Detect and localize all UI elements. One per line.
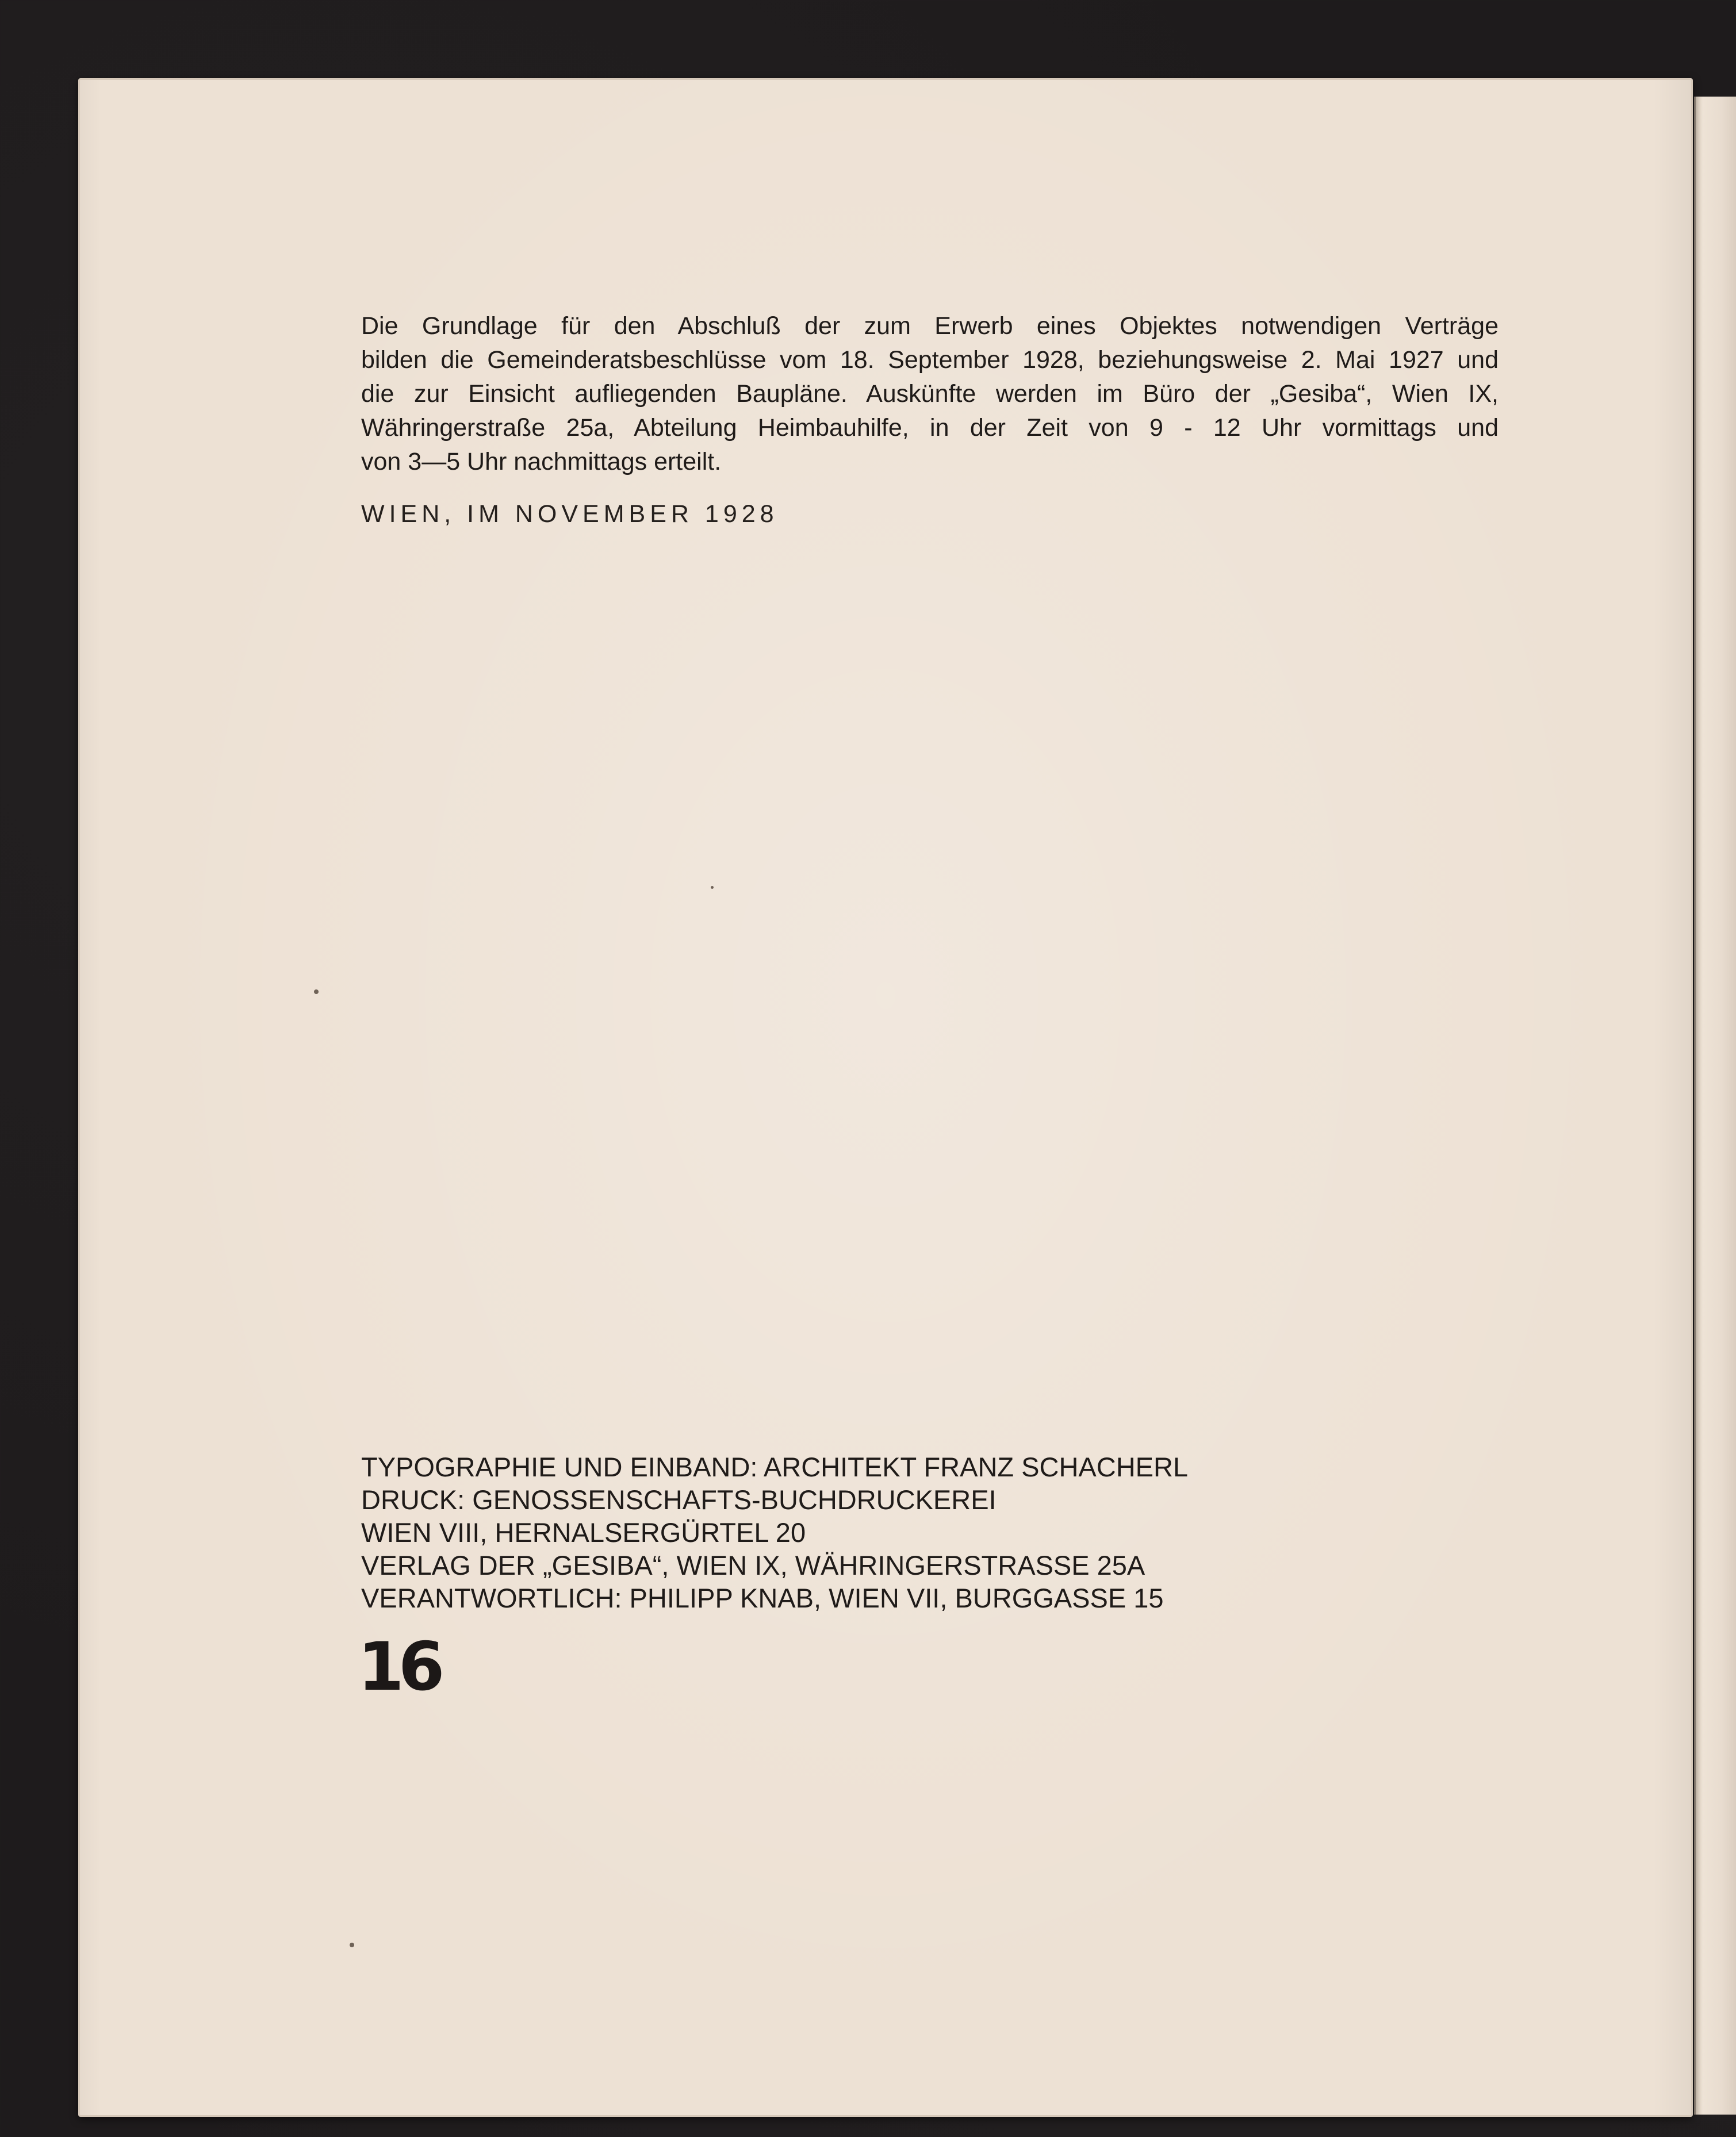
paper-speck <box>711 886 714 889</box>
paragraph-line: bilden die Gemeinderatsbeschlüsse vom 18. September 1928, beziehungsweise 2. Mai 1927 und <box>361 346 1499 374</box>
body-paragraph <box>361 309 1499 479</box>
paper-speck <box>350 1943 354 1947</box>
imprint-line: DRUCK: GENOSSENSCHAFTS-BUCHDRUCKEREI <box>361 1484 997 1515</box>
imprint-line: TYPOGRAPHIE UND EINBAND: ARCHITEKT FRANZ SCHACHERL <box>361 1452 1189 1482</box>
paragraph-line: von 3—5 Uhr nachmittags erteilt. <box>361 448 722 475</box>
page-number: 16 <box>358 1628 439 1706</box>
imprint-line: VERANTWORTLICH: PHILIPP KNAB, WIEN VII, BURGGASSE 15 <box>361 1583 1164 1613</box>
paper-speck <box>314 989 319 994</box>
imprint-block <box>361 1451 1188 1614</box>
imprint-line: VERLAG DER „GESIBA“, WIEN IX, WÄHRINGERSTRASSE 25A <box>361 1550 1145 1580</box>
paragraph-line: die zur Einsicht aufliegenden Baupläne. Auskünfte werden im Büro der „Gesiba“, Wien IX, <box>361 380 1499 408</box>
next-page-edge <box>1694 97 1736 2115</box>
imprint-line: WIEN VIII, HERNALSERGÜRTEL 20 <box>361 1517 806 1548</box>
dateline: WIEN, IM NOVEMBER 1928 <box>361 500 779 528</box>
paragraph-line: Die Grundlage für den Abschluß der zum Erwerb eines Objektes notwendigen Verträge <box>361 312 1499 340</box>
paragraph-line: Währingerstraße 25a, Abteilung Heimbauhilfe, in der Zeit von 9 - 12 Uhr vormittags und <box>361 414 1499 442</box>
